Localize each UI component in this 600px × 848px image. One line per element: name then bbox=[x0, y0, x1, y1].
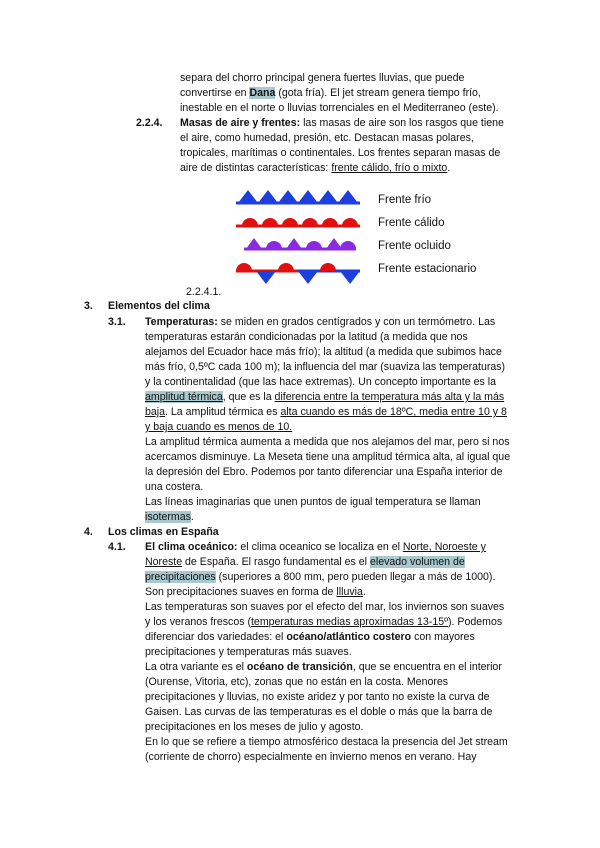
text-line: convertirse en Dana (gota fría). El jet stream genera tiempo frío, bbox=[180, 87, 481, 99]
text-line: y la continentalidad (que las hace extremas). Un concepto importante es la bbox=[145, 376, 496, 388]
text-line: inestable en el norte o lluvias torrenciales en el Mediterraneo (este). bbox=[180, 102, 499, 114]
section-number: 2.2.4.1. bbox=[186, 286, 222, 298]
section-title: Elementos del clima bbox=[108, 300, 210, 312]
text-line: Gaisen. Las curvas de las temperaturas es el doble o más que la barra de bbox=[145, 706, 493, 718]
text-line: La amplitud térmica aumenta a medida que nos alejamos del mar, pero si nos bbox=[145, 436, 510, 448]
text-line: más frío, 0,5ºC cada 100 m); la influencia del mar (suaviza las temperaturas) bbox=[145, 361, 506, 373]
text-line: precipitaciones (superiores a 800 mm, pero pueden llegar a más de 1000). bbox=[145, 571, 496, 583]
text-line: amplitud térmica, que es la diferencia entre la temperatura más alta y la más bbox=[145, 391, 505, 403]
warm-front-symbol bbox=[236, 218, 360, 226]
text-line: temperaturas estarán condicionadas por la latitud (a medida que nos bbox=[145, 331, 468, 343]
text-line: alejamos del Ecuador hace más frío); la altitud (a medida que subimos hace bbox=[145, 346, 502, 358]
text-line: y los veranos frescos (temperaturas medias aproximadas 13-15º). Podemos bbox=[145, 616, 503, 628]
text-line: precipitaciones y temperaturas más suaves. bbox=[145, 646, 352, 658]
text-line: El clima oceánico: el clima oceanico se localiza en el Norte, Noroeste y bbox=[145, 541, 486, 553]
text-line: acercamos disminuye. La Meseta tiene una amplitud térmica alta, al igual que bbox=[145, 451, 511, 463]
text-line: Noreste de España. El rasgo fundamental es el elevado volumen de bbox=[145, 556, 465, 568]
text-line: y baja cuando es menos de 10. bbox=[145, 421, 293, 433]
cold-front-symbol bbox=[236, 190, 360, 203]
text-line: (Ourense, Vitoria, etc), zonas que no están en la costa. Menores bbox=[145, 676, 449, 688]
section-number: 3.1. bbox=[108, 316, 126, 328]
legend-stationary-front: Frente estacionario bbox=[378, 263, 477, 275]
section-title: Masas de aire y frentes: bbox=[180, 117, 301, 129]
stationary-front-symbol bbox=[236, 263, 360, 284]
text-line: una costera. bbox=[145, 481, 204, 493]
section-number: 4.1. bbox=[108, 541, 126, 553]
text-line: diferenciar dos variedades: el océano/atlántico costero con mayores bbox=[145, 631, 475, 643]
section-number: 4. bbox=[84, 526, 93, 538]
text-line: En lo que se refiere a tiempo atmosférico destaca la presencia del Jet stream bbox=[145, 736, 508, 748]
text-line: Las temperaturas son suaves por el efecto del mar, los inviernos son suaves bbox=[145, 601, 505, 613]
text-line: precipitaciones en los meses de julio y agosto. bbox=[145, 721, 364, 733]
legend-occluded-front: Frente ocluido bbox=[378, 240, 451, 252]
text-line: Las líneas imaginarias que unen puntos de igual temperatura se llaman bbox=[145, 496, 481, 508]
highlight-dana: Dana bbox=[249, 87, 276, 99]
section-number: 2.2.4. bbox=[136, 117, 163, 129]
text-line: la depresión del Ebro. Podemos por tanto diferenciar una España interior de bbox=[145, 466, 503, 478]
text-line: aire de distintas características: frente cálido, frío o mixto. bbox=[180, 162, 451, 174]
section-number: 3. bbox=[84, 300, 93, 312]
text-line: La otra variante es el océano de transición, que se encuentra en el interior bbox=[145, 661, 502, 673]
text-line: baja. La amplitud térmica es alta cuando es más de 18ºC, media entre 10 y 8 bbox=[145, 406, 507, 418]
text-line: Son precipitaciones suaves en forma de llluvia. bbox=[145, 586, 366, 598]
text-line: separa del chorro principal genera fuertes lluvias, que puede bbox=[180, 72, 465, 84]
text-line: precipitaciones y lluvias, no existe aridez y por tanto no existe la curva de bbox=[145, 691, 490, 703]
legend-cold-front: Frente frío bbox=[378, 194, 432, 206]
text-line: tropicales, marítimas o continentales. Los frentes separan masas de bbox=[180, 147, 501, 159]
text-line: Temperaturas: se miden en grados centígrados y con un termómetro. Las bbox=[145, 316, 496, 328]
section-title: Los climas en España bbox=[108, 526, 219, 538]
text-line: (corriente de chorro) especialmente en invierno menos en verano. Hay bbox=[145, 751, 477, 763]
text-line: Masas de aire y frentes: las masas de aire son los rasgos que tiene bbox=[180, 117, 504, 129]
text-line: isotermas. bbox=[145, 511, 194, 523]
legend-warm-front: Frente cálido bbox=[378, 217, 445, 229]
occluded-front-symbol bbox=[244, 238, 356, 249]
text-line: el aire, como humedad, presión, etc. Destacan masas polares, bbox=[180, 132, 474, 144]
